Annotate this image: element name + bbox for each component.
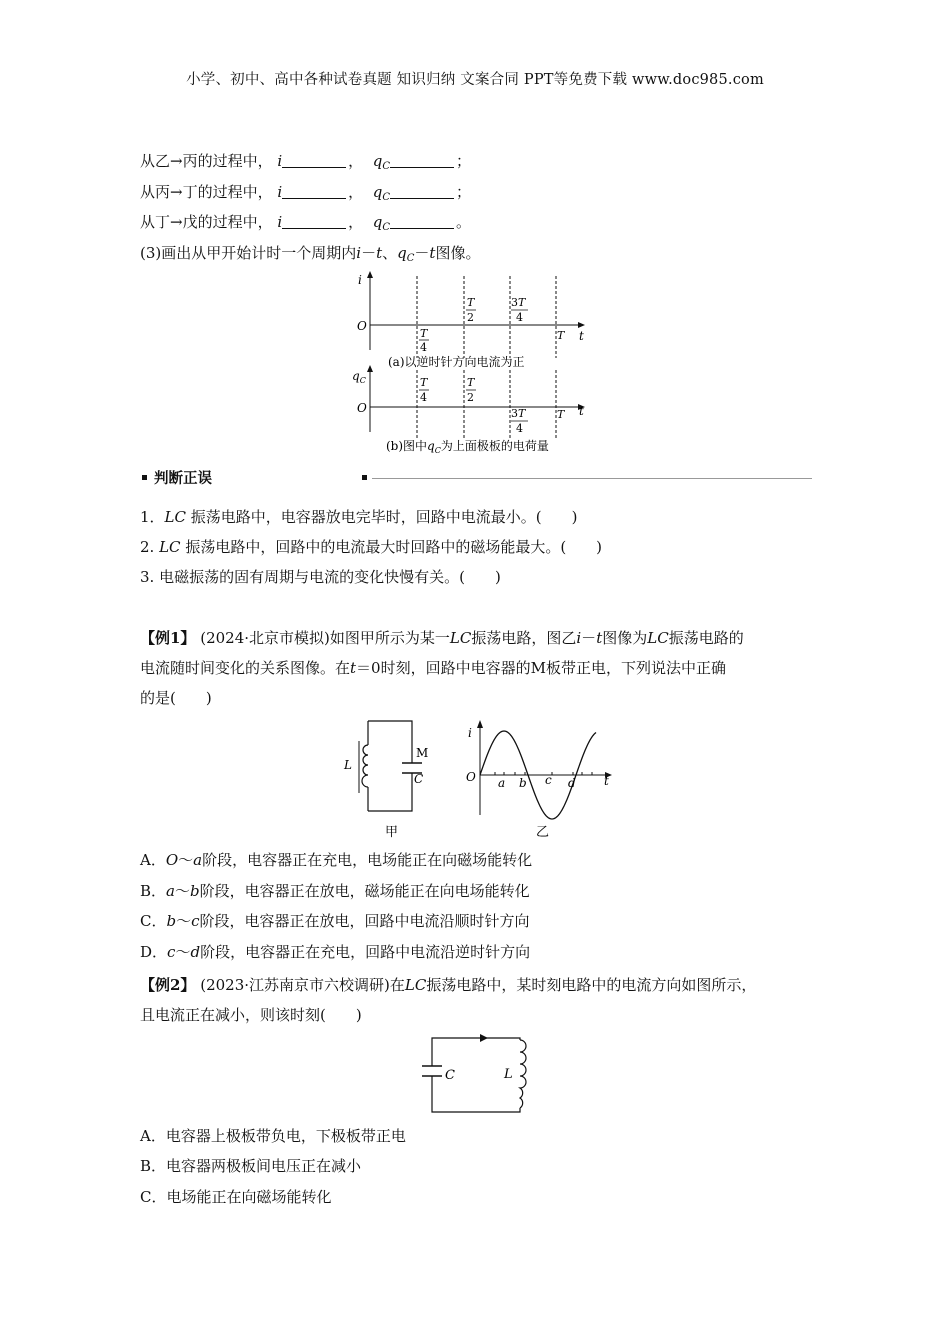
svg-text:T: T xyxy=(467,376,475,389)
graph-b-origin: O xyxy=(357,401,367,415)
question-3 xyxy=(140,242,480,270)
question-3-sep: 、 xyxy=(382,244,398,262)
graph-a-x-arrow xyxy=(578,322,585,328)
process-line-2-end: ； xyxy=(455,183,471,201)
svg-text:T: T xyxy=(420,376,428,389)
svg-text:T: T xyxy=(420,327,428,340)
svg-text:4: 4 xyxy=(420,391,427,404)
graph-point-d: d xyxy=(568,776,576,790)
graph-a-tick-t2 xyxy=(466,296,476,324)
example-1-source: (2024·北京市模拟) xyxy=(200,629,330,647)
judgment-2 xyxy=(140,536,602,558)
example-1-circuit xyxy=(343,721,428,840)
circuit2-label-c: C xyxy=(445,1068,455,1083)
judgment-3-num: 3. xyxy=(140,568,160,586)
svg-text:4: 4 xyxy=(516,311,523,324)
answer-blank[interactable] xyxy=(390,214,454,229)
example-1-figure xyxy=(340,715,620,840)
section-bullet-icon xyxy=(142,475,147,480)
svg-text:2: 2 xyxy=(467,391,474,404)
graph-b-y-arrow xyxy=(367,365,373,372)
svg-text:3T: 3T xyxy=(511,407,526,420)
judgment-1-lc: LC xyxy=(164,508,186,526)
judgment-1-num: 1． xyxy=(140,508,165,526)
question-3-q-sub: C xyxy=(406,253,415,264)
graph-a-tick-3t4 xyxy=(511,296,528,324)
example-2-circuit xyxy=(420,1030,540,1120)
example-2-option-b[interactable]: B．电容器两极板间电压正在减小 xyxy=(140,1157,362,1175)
circuit2-label-l: L xyxy=(504,1067,513,1082)
process-line-2-i: i xyxy=(277,183,283,201)
circuit-label-c: C xyxy=(414,772,424,786)
circuit2-wire-top xyxy=(432,1038,520,1066)
section-header xyxy=(140,467,812,489)
process-line-1: 从乙→丙的过程中， i ， $q_C$ ； xyxy=(140,152,471,172)
graph-b-tick-t: T xyxy=(557,408,565,421)
judgment-2-text: 振荡电路中，回路中的电流最大时回路中的磁场能最大。( ) xyxy=(185,538,603,556)
answer-blank[interactable] xyxy=(282,214,346,229)
answer-blank[interactable] xyxy=(282,153,346,168)
section-title: 判断正误 xyxy=(154,471,212,487)
graph-label-t: t xyxy=(604,774,609,788)
judgment-3-text: 电磁振荡的固有周期与电流的变化快慢有关。( ) xyxy=(159,568,501,586)
judgment-2-lc: LC xyxy=(159,538,181,556)
example-2-source: (2023·江苏南京市六校调研) xyxy=(200,976,390,994)
example-1-stem xyxy=(140,623,815,713)
process-line-3-q-sub: C xyxy=(382,222,390,233)
graph-b-tick-t2 xyxy=(466,376,476,404)
process-line-2-q: q xyxy=(372,183,383,201)
caption-jia: 甲 xyxy=(385,825,399,840)
graph-a-y-arrow xyxy=(367,271,373,278)
example-1-option-b[interactable]: B．a～b阶段，电容器正在放电，磁场能正在向电场能转化 xyxy=(140,882,530,900)
graph-label-i: i xyxy=(468,726,472,740)
example-1-line-2: 电流随时间变化的关系图像。在t＝0时刻，回路中电容器的M板带正电，下列说法中正确 xyxy=(140,659,726,677)
graph-b-x-label: t xyxy=(579,404,584,418)
graph-a-x-label: t xyxy=(579,329,584,343)
example-1-tag: 【例1】 xyxy=(140,629,196,647)
page-header: 小学、初中、高中各种试卷真题 知识归纳 文案合同 PPT等免费下载 www.doc985.com xyxy=(186,72,764,88)
example-1-line-1: 【例1】 (2024·北京市模拟)如图甲所示为某一LC振荡电路，图乙i－t图像为LC振荡电路的 xyxy=(140,629,744,647)
example-1-option-c[interactable]: C．b～c阶段，电容器正在放电，回路中电流沿顺时针方向 xyxy=(140,912,530,930)
question-3-q: q xyxy=(397,244,407,262)
inductor2-coil xyxy=(520,1040,526,1108)
question-3-suffix: 图像。 xyxy=(435,244,481,262)
judgment-1-text: 振荡电路中，电容器放电完毕时，回路中电流最小。( ) xyxy=(190,508,578,526)
graph-a-y-label: i xyxy=(358,273,362,287)
process-line-3-end: 。 xyxy=(455,213,471,231)
graph-b-y-label: $q_C$ xyxy=(352,369,366,385)
circuit-label-l: L xyxy=(344,758,352,772)
example-2-option-c[interactable]: C．电场能正在向磁场能转化 xyxy=(140,1188,332,1206)
question-3-t2: t xyxy=(429,244,436,262)
graph-b-tick-3t4 xyxy=(511,407,528,435)
process-line-1-i: i xyxy=(277,152,283,170)
process-line-2-prefix: 从丙→丁的过程中， xyxy=(140,183,273,201)
svg-text:2: 2 xyxy=(467,311,474,324)
question-3-i: i xyxy=(356,244,362,262)
blank-graphs-figure xyxy=(340,268,600,458)
process-line-1-q: q xyxy=(372,152,383,170)
inductor-coil xyxy=(362,745,368,787)
process-line-1-end: ； xyxy=(455,152,471,170)
graph-b-caption: (b)图中$q_C$为上面极板的电荷量 xyxy=(386,439,549,455)
judgment-3 xyxy=(140,566,501,588)
answer-blank[interactable] xyxy=(282,184,346,199)
process-line-3-q: q xyxy=(372,213,383,231)
graph-a-tick-t: T xyxy=(557,329,565,342)
svg-text:T: T xyxy=(467,296,475,309)
process-line-1-q-sub: C xyxy=(382,161,390,172)
circuit-label-m: M xyxy=(416,746,429,760)
graph-y-arrow xyxy=(477,720,483,728)
section-rule xyxy=(372,478,812,479)
answer-blank[interactable] xyxy=(390,153,454,168)
example-1-option-a[interactable]: A．O～a阶段，电容器正在充电，电场能正在向磁场能转化 xyxy=(140,851,533,869)
process-line-3-prefix: 从丁→戊的过程中， xyxy=(140,213,273,231)
graph-a-caption: (a)以逆时针方向电流为正 xyxy=(388,355,525,369)
current-arrow-icon xyxy=(480,1034,488,1042)
graph-point-c: c xyxy=(545,773,552,787)
question-3-t1: t xyxy=(376,244,383,262)
example-2-stem xyxy=(140,970,815,1030)
example-1-graph xyxy=(466,720,612,840)
graph-label-o: O xyxy=(466,770,476,784)
judgment-1 xyxy=(140,506,578,528)
example-1-option-d[interactable]: D．c～d阶段，电容器正在充电，回路中电流沿逆时针方向 xyxy=(140,943,531,961)
svg-text:4: 4 xyxy=(420,341,427,354)
judgment-2-num: 2. xyxy=(140,538,160,556)
circuit-wire-bottom xyxy=(368,773,412,811)
caption-yi: 乙 xyxy=(536,825,550,840)
question-3-dash2: － xyxy=(414,244,430,262)
graph-b xyxy=(352,365,585,455)
process-line-2: 从丙→丁的过程中， i ， $q_C$ ； xyxy=(140,183,471,203)
question-3-dash1: － xyxy=(361,244,377,262)
section-bullet-icon xyxy=(362,475,367,480)
example-2-tag: 【例2】 xyxy=(140,976,196,994)
process-line-2-q-sub: C xyxy=(382,192,390,203)
example-2-option-a[interactable]: A．电容器上极板带负电，下极板带正电 xyxy=(140,1127,406,1145)
graph-a-tick-t4 xyxy=(419,327,429,354)
process-line-3-i: i xyxy=(277,213,283,231)
example-2-line-1: 【例2】 (2023·江苏南京市六校调研)在LC振荡电路中，某时刻电路中的电流方向如图所示， xyxy=(140,976,757,994)
graph-b-tick-t4 xyxy=(419,376,429,404)
process-line-1-prefix: 从乙→丙的过程中， xyxy=(140,152,273,170)
example-1-line-3: 的是( ) xyxy=(140,689,212,707)
answer-blank[interactable] xyxy=(390,184,454,199)
graph-point-b: b xyxy=(519,776,527,790)
circuit-wire-top xyxy=(368,721,412,763)
question-3-prefix: (3)画出从甲开始计时一个周期内 xyxy=(140,244,357,262)
svg-text:3T: 3T xyxy=(511,296,526,309)
process-line-3: 从丁→戊的过程中， i ， $q_C$ 。 xyxy=(140,213,471,233)
svg-text:4: 4 xyxy=(516,422,523,435)
graph-a-origin: O xyxy=(357,319,367,333)
graph-point-a: a xyxy=(498,776,506,790)
example-2-line-2: 且电流正在减小，则该时刻( ) xyxy=(140,1006,362,1024)
graph-a xyxy=(357,271,585,369)
